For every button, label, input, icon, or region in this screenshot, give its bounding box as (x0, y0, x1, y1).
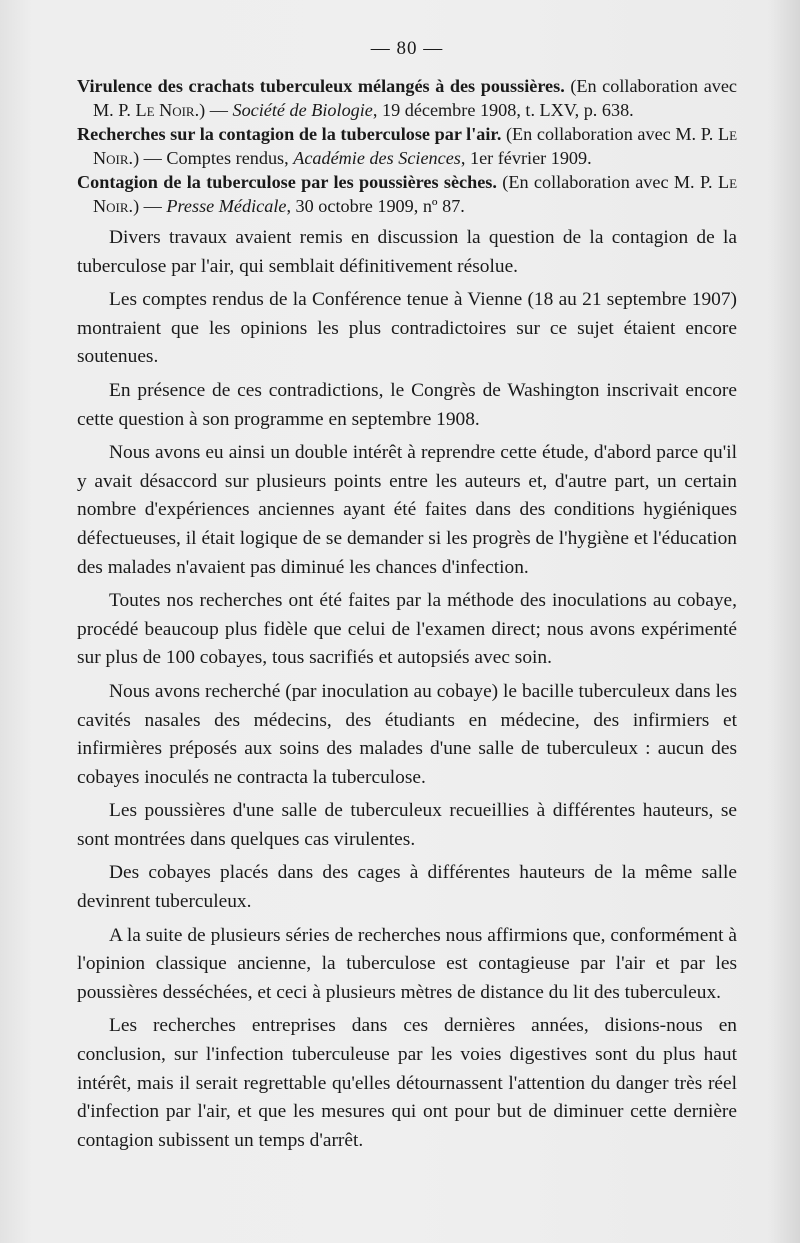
entry-details: , 1er février 1909. (460, 148, 592, 168)
entry-details: , 30 octobre 1909, nº 87. (286, 196, 465, 216)
bibliography-entry (77, 122, 737, 170)
paragraph: Les recherches entreprises dans ces dernières années, disions-nous en conclusion, sur l'infection tuberculeuse par les voies digestives sont du plus haut intérêt, mais il serait regrettable qu'elles détournassent l'attention du danger très réel d'infection par l'air, et que les mesures qui ont pour but de diminuer cette dernière contagion subissent un temps d'arrêt. (77, 1015, 737, 1151)
bibliography-entry (77, 170, 737, 218)
bibliography-entry (77, 74, 737, 122)
paragraph: En présence de ces contradictions, le Congrès de Washington inscrivait encore cette question à son programme en septembre 1908. (77, 379, 737, 430)
entry-separator: .) — Comptes rendus, (128, 148, 294, 168)
entry-journal: Société de Biologie (232, 100, 373, 120)
paragraph: Nous avons eu ainsi un double intérêt à reprendre cette étude, d'abord parce qu'il y avait désaccord sur plusieurs points entre les auteurs et, d'autre part, un certain nombre d'expériences anciennes ayant été faites dans des conditions hygiéniques défectueuses, il était logique de se demander si les progrès de l'hygiène et l'éducation des malades n'avaient pas diminué les chances d'infection. (77, 442, 737, 578)
entry-journal: Presse Médicale (166, 196, 287, 216)
entry-collab: (En collaboration avec M. P. (501, 124, 718, 144)
entry-details: , 19 décembre 1908, t. LXV, p. 638. (372, 100, 634, 120)
paragraph: Des cobayes placés dans des cages à différentes hauteurs de la même salle devinrent tuberculeux. (77, 862, 737, 913)
entry-author: Le Noir (93, 172, 738, 216)
paragraph: Nous avons recherché (par inoculation au cobaye) le bacille tuberculeux dans les cavités nasales des médecins, des étudiants en médecine, des infirmiers et infirmières préposés aux soins des malades d'une salle de tuberculeux : aucun des cobayes inoculés ne contracta la tuberculose. (77, 680, 737, 788)
entry-author: Le Noir (135, 100, 195, 120)
entry-author: Le Noir (93, 124, 738, 168)
entry-separator: .) — (128, 196, 167, 216)
entry-title: Virulence des crachats tuberculeux mélangés à des poussières. (77, 76, 565, 96)
bibliography-list (77, 74, 737, 218)
entry-journal: Académie des Sciences (293, 148, 461, 168)
paragraph: Toutes nos recherches ont été faites par la méthode des inoculations au cobaye, procédé beaucoup plus fidèle que celui de l'examen direct; nous avons expérimenté sur plus de 100 cobayes, tous sacrifiés et autopsiés avec soin. (77, 590, 737, 669)
entry-collab: (En collaboration avec M. P. (496, 172, 718, 192)
paragraph: A la suite de plusieurs séries de recherches nous affirmions que, conformément à l'opinion classique ancienne, la tuberculose est contagieuse par l'air et par les poussières desséchées, et ceci à plusieurs mètres de distance du lit des tuberculeux. (77, 924, 737, 1003)
entry-separator: .) — (194, 100, 233, 120)
paragraph: Divers travaux avaient remis en discussion la question de la contagion de la tuberculose par l'air, qui semblait définitivement résolue. (77, 227, 737, 277)
entry-title: Contagion de la tuberculose par les poussières sèches. (77, 172, 497, 192)
page-content (77, 38, 737, 1160)
body-text (77, 224, 737, 1155)
entry-collab: (En collaboration avec M. P. (93, 76, 738, 120)
page-number: — 80 — (370, 38, 444, 59)
paragraph: Les poussières d'une salle de tuberculeux recueillies à différentes hauteurs, se sont montrées dans quelques cas virulentes. (77, 800, 737, 850)
paragraph: Les comptes rendus de la Conférence tenue à Vienne (18 au 21 septembre 1907) montraient que les opinions les plus contradictoires sur ce sujet étaient encore soutenues. (77, 289, 737, 368)
entry-title: Recherches sur la contagion de la tuberculose par l'air. (77, 124, 502, 144)
